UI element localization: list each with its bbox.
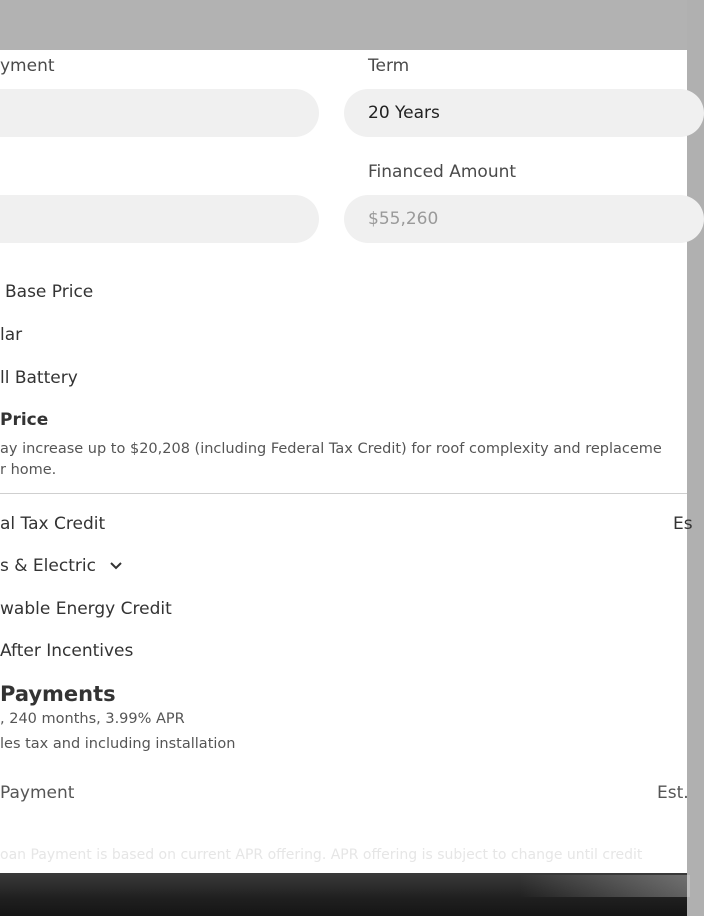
down-payment-label: yment [0, 56, 55, 76]
renewable-energy-credit-label: wable Energy Credit [0, 599, 172, 619]
battery-label: ll Battery [0, 368, 78, 388]
federal-tax-credit-estimate: Es [673, 514, 693, 534]
financed-amount-field: $55,260 [344, 195, 704, 243]
price-label: Price [0, 410, 49, 430]
base-price-label: Base Price [5, 282, 94, 302]
gas-electric-label: s & Electric [0, 556, 96, 576]
down-payment-field[interactable] [0, 89, 319, 137]
solar-label: lar [0, 325, 23, 345]
price-note-line1: ay increase up to $20,208 (including Federal Tax Credit) for roof complexity and replaceme [0, 441, 662, 457]
payment-estimate: Est. [657, 783, 689, 803]
loan-field[interactable] [0, 195, 319, 243]
loan-terms-line: , 240 months, 3.99% APR [0, 711, 185, 727]
federal-tax-credit-label: al Tax Credit [0, 514, 106, 534]
after-incentives-label: After Incentives [0, 641, 134, 661]
payment-label: Payment [0, 783, 75, 803]
sales-tax-line: les tax and including installation [0, 736, 236, 752]
gas-electric-toggle[interactable] [0, 556, 123, 576]
financed-amount-label: Financed Amount [368, 162, 517, 182]
section-divider [0, 493, 687, 494]
top-overlay-bar [0, 0, 687, 50]
chevron-down-icon [109, 556, 123, 576]
term-label: Term [368, 56, 410, 76]
payments-heading: Payments [0, 682, 116, 706]
apr-disclaimer: oan Payment is based on current APR offering. APR offering is subject to change until credit [0, 847, 643, 863]
price-note-line2: r home. [0, 462, 57, 478]
term-select[interactable]: 20 Years [344, 89, 704, 137]
bottom-background [0, 873, 687, 916]
background-sheen [520, 875, 690, 897]
financing-panel [0, 50, 693, 873]
